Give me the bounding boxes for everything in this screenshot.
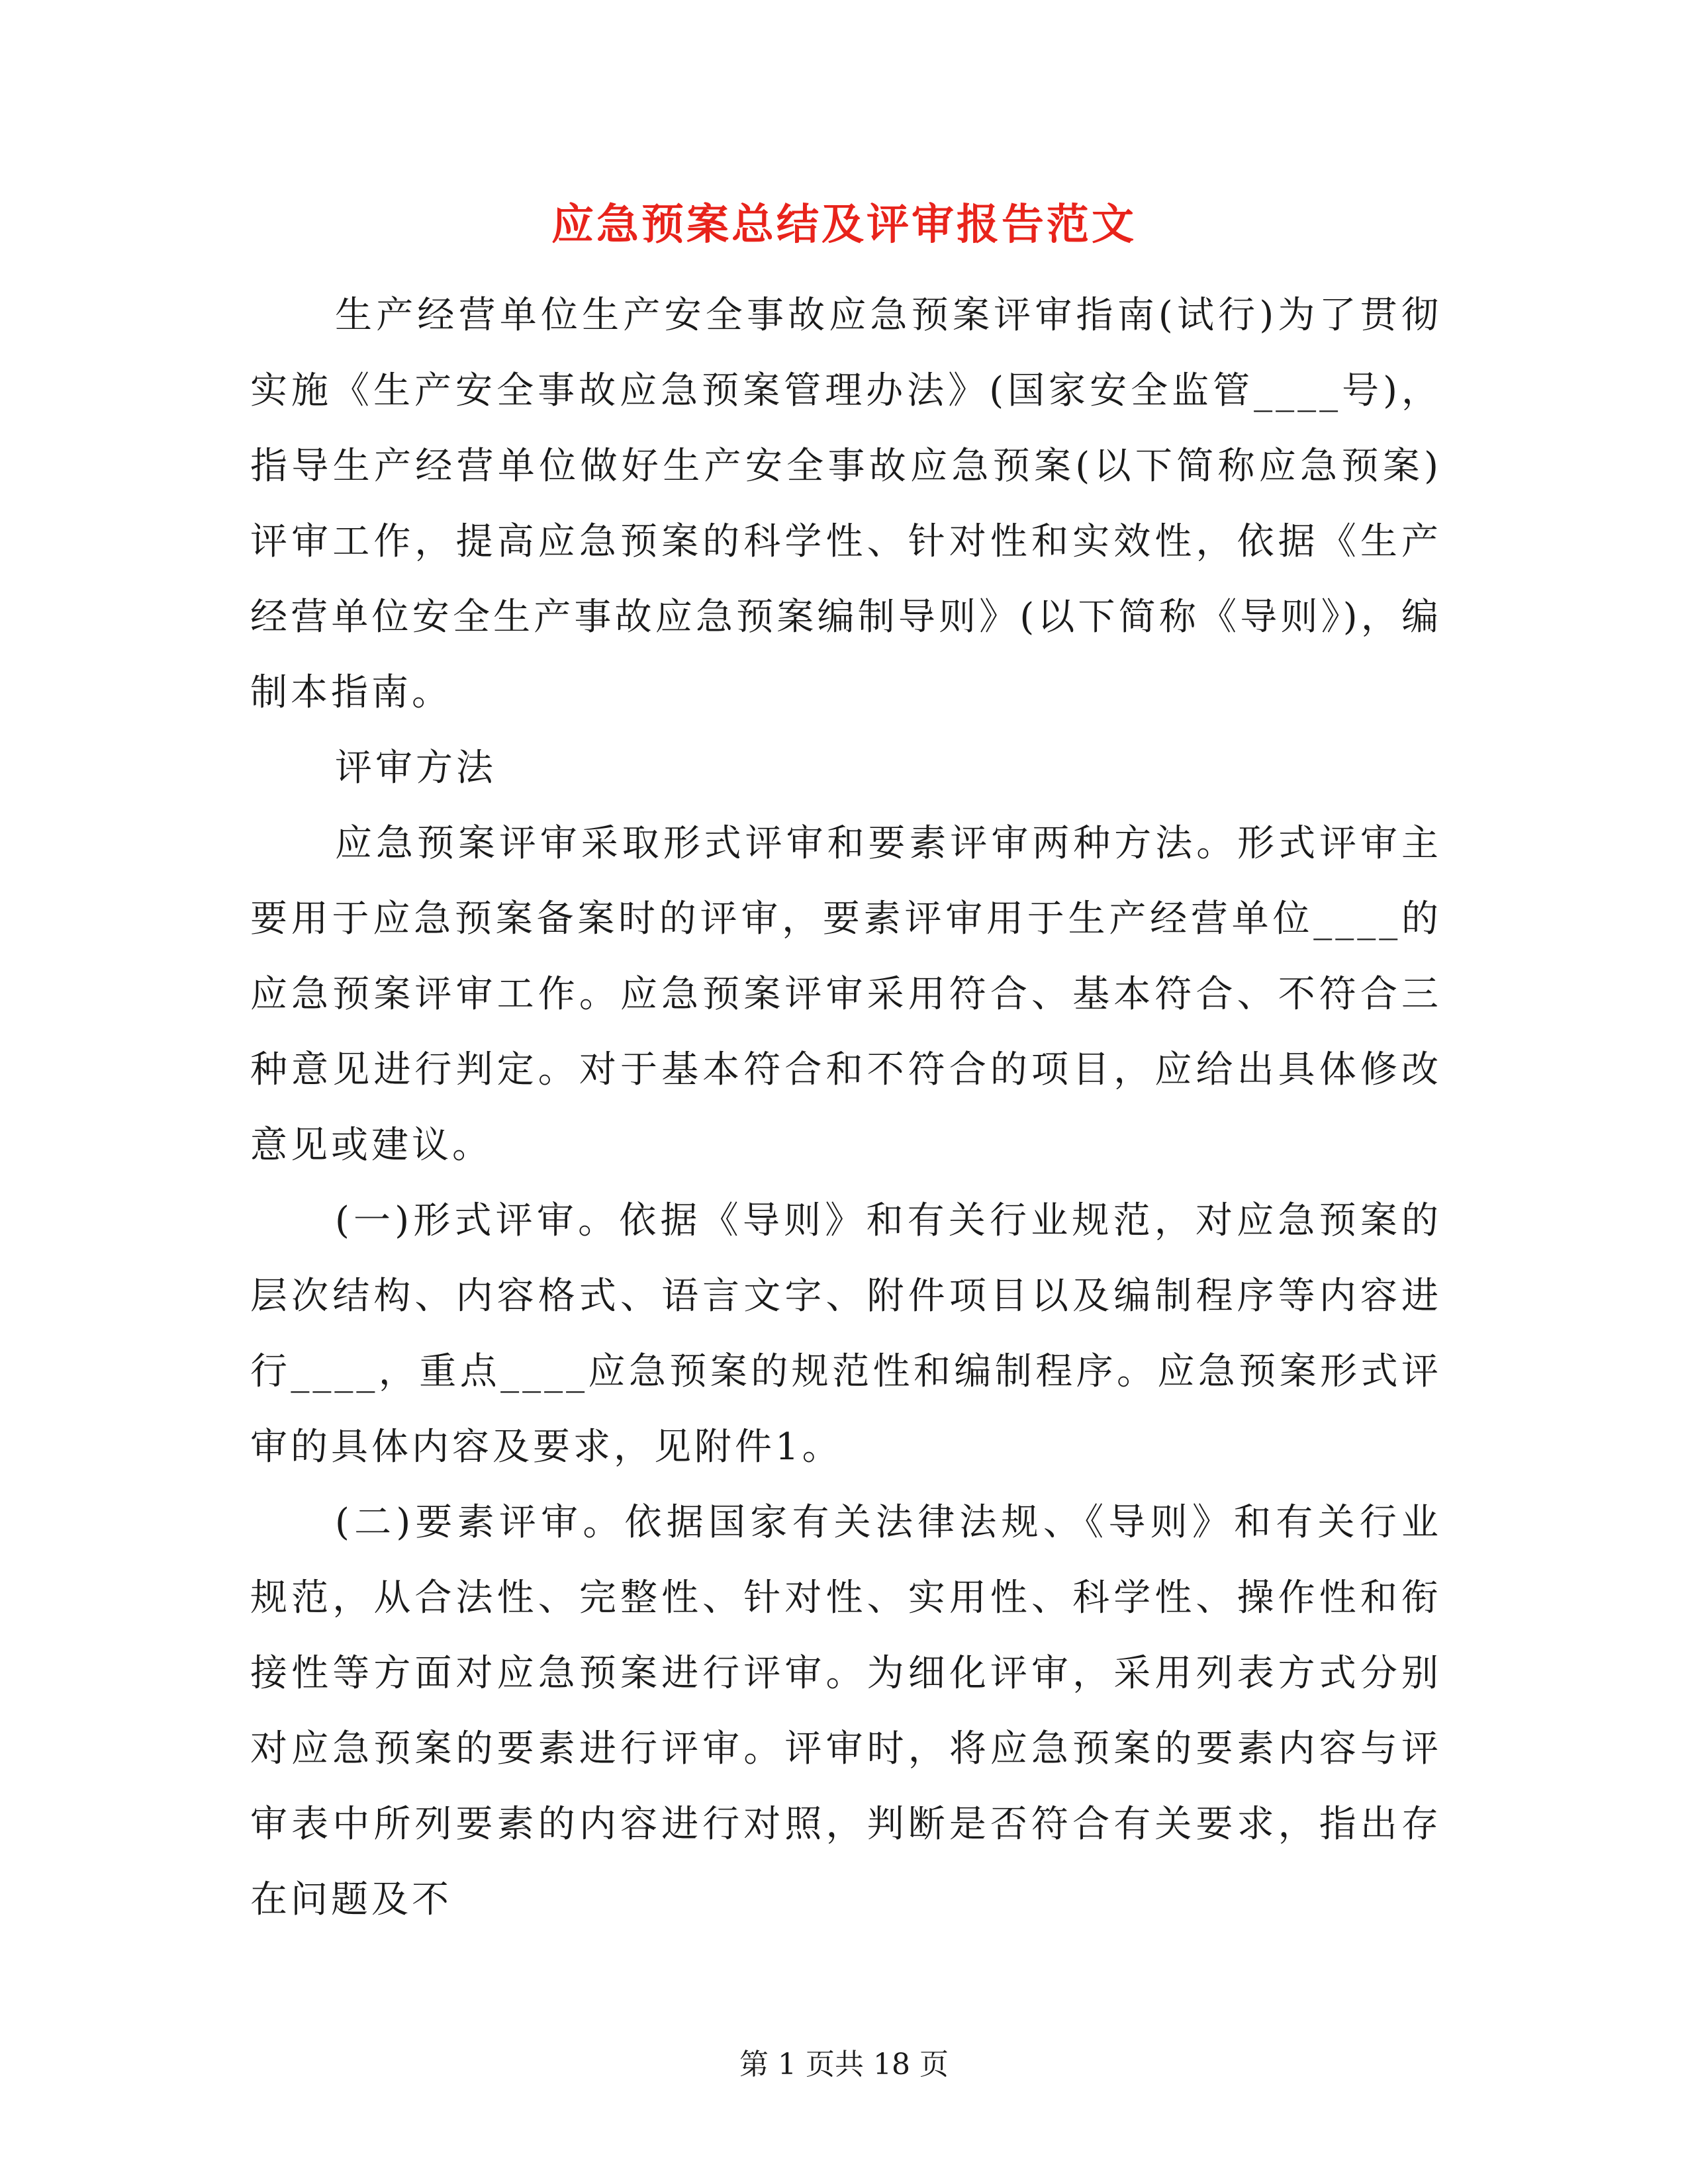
paragraph-formal-review: (一)形式评审。依据《导则》和有关行业规范，对应急预案的层次结构、内容格式、语言文字、附件项目以及编制程序等内容进行____，重点____应急预案的规范性和编制程序。应急预案形式评审的具体内容及要求，见附件1。: [250, 1199, 1442, 1469]
document-body: [250, 278, 1442, 1938]
page-number-footer: 第 1 页共 18 页: [739, 2048, 949, 2081]
section-heading-review-method: 评审方法: [335, 747, 496, 790]
paragraph-element-review: (二)要素评审。依据国家有关法律法规、《导则》和有关行业规范，从合法性、完整性、针对性、实用性、科学性、操作性和衔接性等方面对应急预案进行评审。为细化评审，采用列表方式分别对应急预案的要素进行评审。评审时，将应急预案的要素内容与评审表中所列要素的内容进行对照，判断是否符合有关要求，指出存在问题及不: [250, 1501, 1442, 1921]
paragraph-review-method: 应急预案评审采取形式评审和要素评审两种方法。形式评审主要用于应急预案备案时的评审，要素评审用于生产经营单位____的应急预案评审工作。应急预案评审采用符合、基本符合、不符合三种意见进行判定。对于基本符合和不符合的项目，应给出具体修改意见或建议。: [250, 822, 1442, 1167]
paragraph-intro: 生产经营单位生产安全事故应急预案评审指南(试行)为了贯彻实施《生产安全事故应急预案管理办法》(国家安全监管____号)，指导生产经营单位做好生产安全事故应急预案(以下简称应急预案)评审工作，提高应急预案的科学性、针对性和实效性，依据《生产经营单位安全生产事故应急预案编制导则》(以下简称《导则》)，编制本指南。: [250, 294, 1442, 714]
document-title: 应急预案总结及评审报告范文: [551, 200, 1137, 250]
